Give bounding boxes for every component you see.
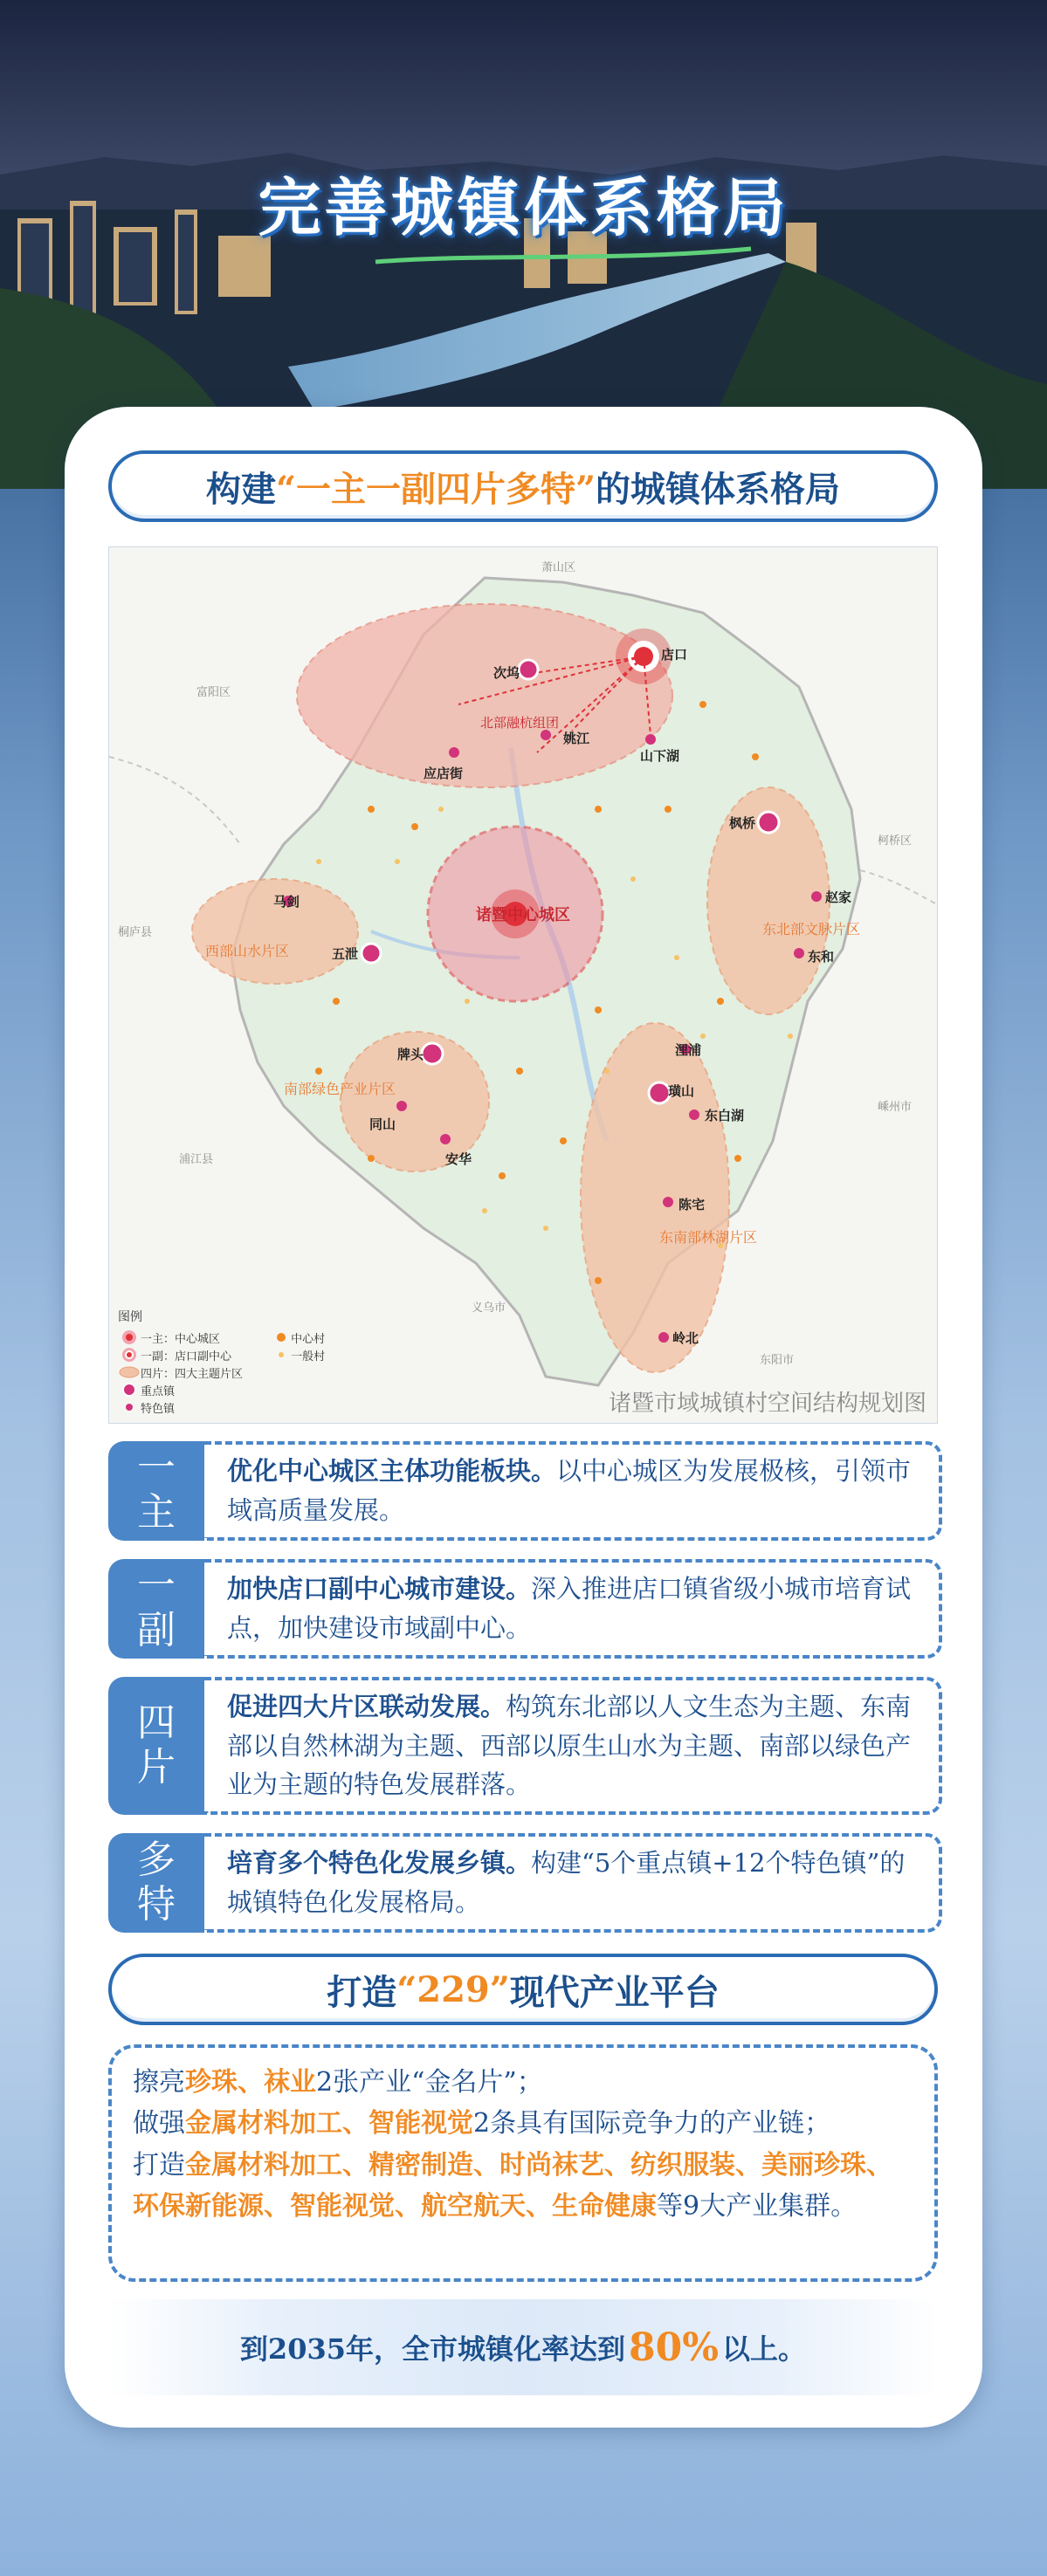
title-highlight: “229”: [396, 1968, 510, 2010]
spatial-structure-map: [108, 546, 938, 1424]
policy-tab: 多 特: [108, 1833, 204, 1933]
section-title-industry: [108, 1954, 938, 2025]
policy-one-sub: [108, 1559, 942, 1659]
policy-text: 加快店口副中心城市建设。深入推进店口镇省级小城市培育试点，加快建设市域副中心。: [204, 1559, 942, 1659]
legend-item: 一副：店口副中心: [141, 1350, 232, 1364]
neighbor-label: 东阳市: [760, 1354, 795, 1367]
town-label: 枫桥: [729, 815, 756, 831]
legend-title: 图例: [118, 1310, 142, 1324]
neighbor-label: 桐庐县: [118, 926, 153, 939]
page-title: 完善城镇体系格局: [258, 170, 789, 244]
policy-tab: 四 片: [108, 1677, 204, 1815]
legend-item: 重点镇: [141, 1384, 176, 1398]
policy-text: 促进四大片区联动发展。构筑东北部以人文生态为主题、东南部以自然林湖为主题、西部以原生山水为主题、南部以绿色产业为主题的特色发展群落。: [204, 1677, 942, 1815]
title-prefix: 打造: [327, 1971, 397, 2013]
town-label: 璜山: [668, 1083, 695, 1099]
policy-text: 优化中心城区主体功能板块。以中心城区为发展极核，引领市域高质量发展。: [204, 1441, 942, 1541]
title-suffix: 现代产业平台: [509, 1971, 720, 2013]
town-label: 牌头: [397, 1047, 424, 1062]
legend-item: 中心村: [291, 1332, 326, 1346]
industry-platform-text: [108, 2044, 938, 2282]
town-label: 五泄: [332, 946, 359, 962]
neighbor-label: 浦江县: [179, 1153, 214, 1166]
urbanization-goal: [108, 2299, 938, 2395]
title-prefix: 构建: [205, 468, 276, 510]
legend-item: 特色镇: [141, 1402, 176, 1416]
neighbor-label: 义乌市: [472, 1302, 506, 1315]
policy-tab: 一 副: [108, 1559, 204, 1659]
legend-item: 一般村: [291, 1350, 326, 1364]
town-label: 姚江: [563, 731, 590, 746]
title-suffix: 的城镇体系格局: [596, 468, 840, 510]
town-label: 安华: [445, 1151, 472, 1167]
policy-multi-featured: [108, 1833, 942, 1933]
legend-item: 一主：中心城区: [141, 1332, 221, 1346]
town-label: 山下湖: [640, 748, 680, 764]
goal-prefix: 到2035年，全市城镇化率达到: [239, 2332, 625, 2366]
legend-item: 四片：四大主题片区: [141, 1367, 244, 1381]
map-caption: 诸暨市域城镇村空间结构规划图: [608, 1391, 926, 1417]
goal-suffix: 以上。: [722, 2332, 807, 2366]
policy-one-main: [108, 1441, 942, 1541]
industry-line: 擦亮珍珠、袜业2张产业“金名片”；: [133, 2067, 543, 2098]
north-group-label: 北部融杭组团: [480, 715, 560, 731]
neighbor-label: 萧山区: [541, 561, 576, 574]
zone-label-south: 南部绿色产业片区: [284, 1081, 396, 1097]
zone-label-west: 西部山水片区: [205, 943, 290, 959]
neighbor-label: 富阳区: [196, 686, 231, 699]
policy-text: 培育多个特色化发展乡镇。构建“5个重点镇+12个特色镇”的城镇特色化发展格局。: [204, 1833, 942, 1933]
policy-tab: 一 主: [108, 1441, 204, 1541]
town-label: 赵家: [825, 890, 852, 905]
policy-four-zones: [108, 1677, 942, 1815]
town-label: 陈宅: [678, 1197, 706, 1212]
town-label: 次坞: [493, 665, 520, 681]
town-label: 应店街: [424, 766, 464, 781]
zone-label-northeast: 东北部文脉片区: [762, 921, 861, 938]
map-drawing: [109, 547, 938, 1424]
town-label: 东和: [808, 949, 835, 965]
map-legend: [118, 1308, 345, 1416]
section-title-town-system: [108, 450, 938, 522]
town-label: 店口: [661, 647, 688, 663]
neighbor-label: 嵊州市: [878, 1101, 913, 1114]
zone-label-southeast: 东南部林湖片区: [659, 1229, 758, 1246]
industry-line: 打造金属材料加工、精密制造、时尚袜艺、纺织服装、美丽珍珠、环保新能源、智能视觉、航空航天、生命健康等9大产业集群。: [133, 2149, 892, 2222]
town-label: 同山: [369, 1116, 396, 1132]
town-label: 浬浦: [675, 1042, 702, 1058]
town-label: 东白湖: [705, 1108, 745, 1123]
town-label: 马剑: [273, 894, 300, 910]
town-label: 岭北: [672, 1330, 699, 1346]
center-label: 诸暨中心城区: [476, 906, 570, 924]
industry-line: 做强金属材料加工、智能视觉2条具有国际竞争力的产业链；: [133, 2108, 831, 2140]
title-highlight: “一主一副四片多特”: [275, 468, 596, 510]
goal-value: 80%: [629, 2325, 720, 2370]
content-card: [65, 407, 982, 2428]
neighbor-label: 柯桥区: [878, 835, 913, 848]
